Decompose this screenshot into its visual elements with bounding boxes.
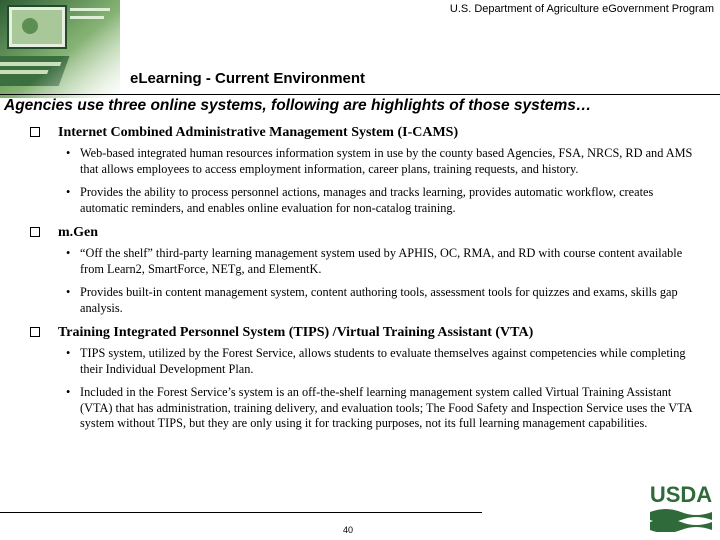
bullet-dot-icon: • — [66, 285, 71, 299]
section-heading — [0, 124, 720, 146]
page-number: 40 — [343, 525, 354, 535]
usda-logo — [646, 478, 716, 532]
section-heading — [0, 324, 720, 346]
section-heading-text: Internet Combined Administrative Management System (I-CAMS) — [58, 125, 459, 140]
bullet-item — [0, 385, 720, 432]
slide-title: eLearning - Current Environment — [130, 70, 366, 87]
footer-divider — [0, 512, 482, 513]
bullet-dot-icon: • — [66, 146, 71, 160]
bullet-dot-icon: • — [66, 346, 71, 360]
bullet-item — [0, 246, 720, 277]
checkbox-bullet-icon — [30, 127, 40, 137]
bullet-item — [0, 185, 720, 216]
section-tips-vta — [0, 324, 720, 432]
bullet-dot-icon: • — [66, 185, 71, 199]
header-decorative-image — [0, 0, 120, 98]
section-heading — [0, 224, 720, 246]
section-heading-text: Training Integrated Personnel System (TIPS) /Virtual Training Assistant (VTA) — [58, 325, 534, 340]
bullet-dot-icon: • — [66, 385, 71, 399]
bullet-text: Provides the ability to process personnel actions, manages and tracks learning, provides automatic workflow, creates automatic reminders, and enables online evaluation for non-catalog training. — [80, 185, 654, 215]
section-icams — [0, 124, 720, 216]
bullet-item — [0, 346, 720, 377]
checkbox-bullet-icon — [30, 227, 40, 237]
bullet-item — [0, 285, 720, 316]
content-area — [0, 122, 720, 440]
checkbox-bullet-icon — [30, 327, 40, 337]
usda-logo-text: USDA — [649, 482, 713, 507]
bullet-text: Included in the Forest Service’s system is an off-the-shelf learning management system called Virtual Training Assistant (VTA) that has administration, training delivery, and evaluation tools; The Food Safety and Inspection Service uses the VTA system without TIPS, but they are only using it for tracking purposes, not its full learning management capabilities. — [80, 385, 692, 430]
slide-subtitle: Agencies use three online systems, following are highlights of those systems… — [4, 97, 592, 114]
bullet-item — [0, 146, 720, 177]
bullet-text: Web-based integrated human resources information system in use by the county based Agencies, FSA, NRCS, RD and AMS that allows employees to access employment information, career plans, training requests, and history. — [80, 146, 693, 176]
section-heading-text: m.Gen — [58, 225, 99, 240]
bullet-text: TIPS system, utilized by the Forest Service, allows students to evaluate themselves against competencies while completing their Individual Development Plan. — [80, 346, 686, 376]
bullet-text: “Off the shelf” third-party learning management system used by APHIS, OC, RMA, and RD with course content available from Learn2, SmartForce, NETg, and ElementK. — [80, 246, 683, 276]
bullet-dot-icon: • — [66, 246, 71, 260]
program-name: U.S. Department of Agriculture eGovernment Program — [449, 3, 714, 15]
bullet-text: Provides built-in content management system, content authoring tools, assessment tools for quizzes and exams, skills gap analysis. — [80, 285, 678, 315]
section-mgen — [0, 224, 720, 316]
title-divider — [0, 94, 720, 95]
